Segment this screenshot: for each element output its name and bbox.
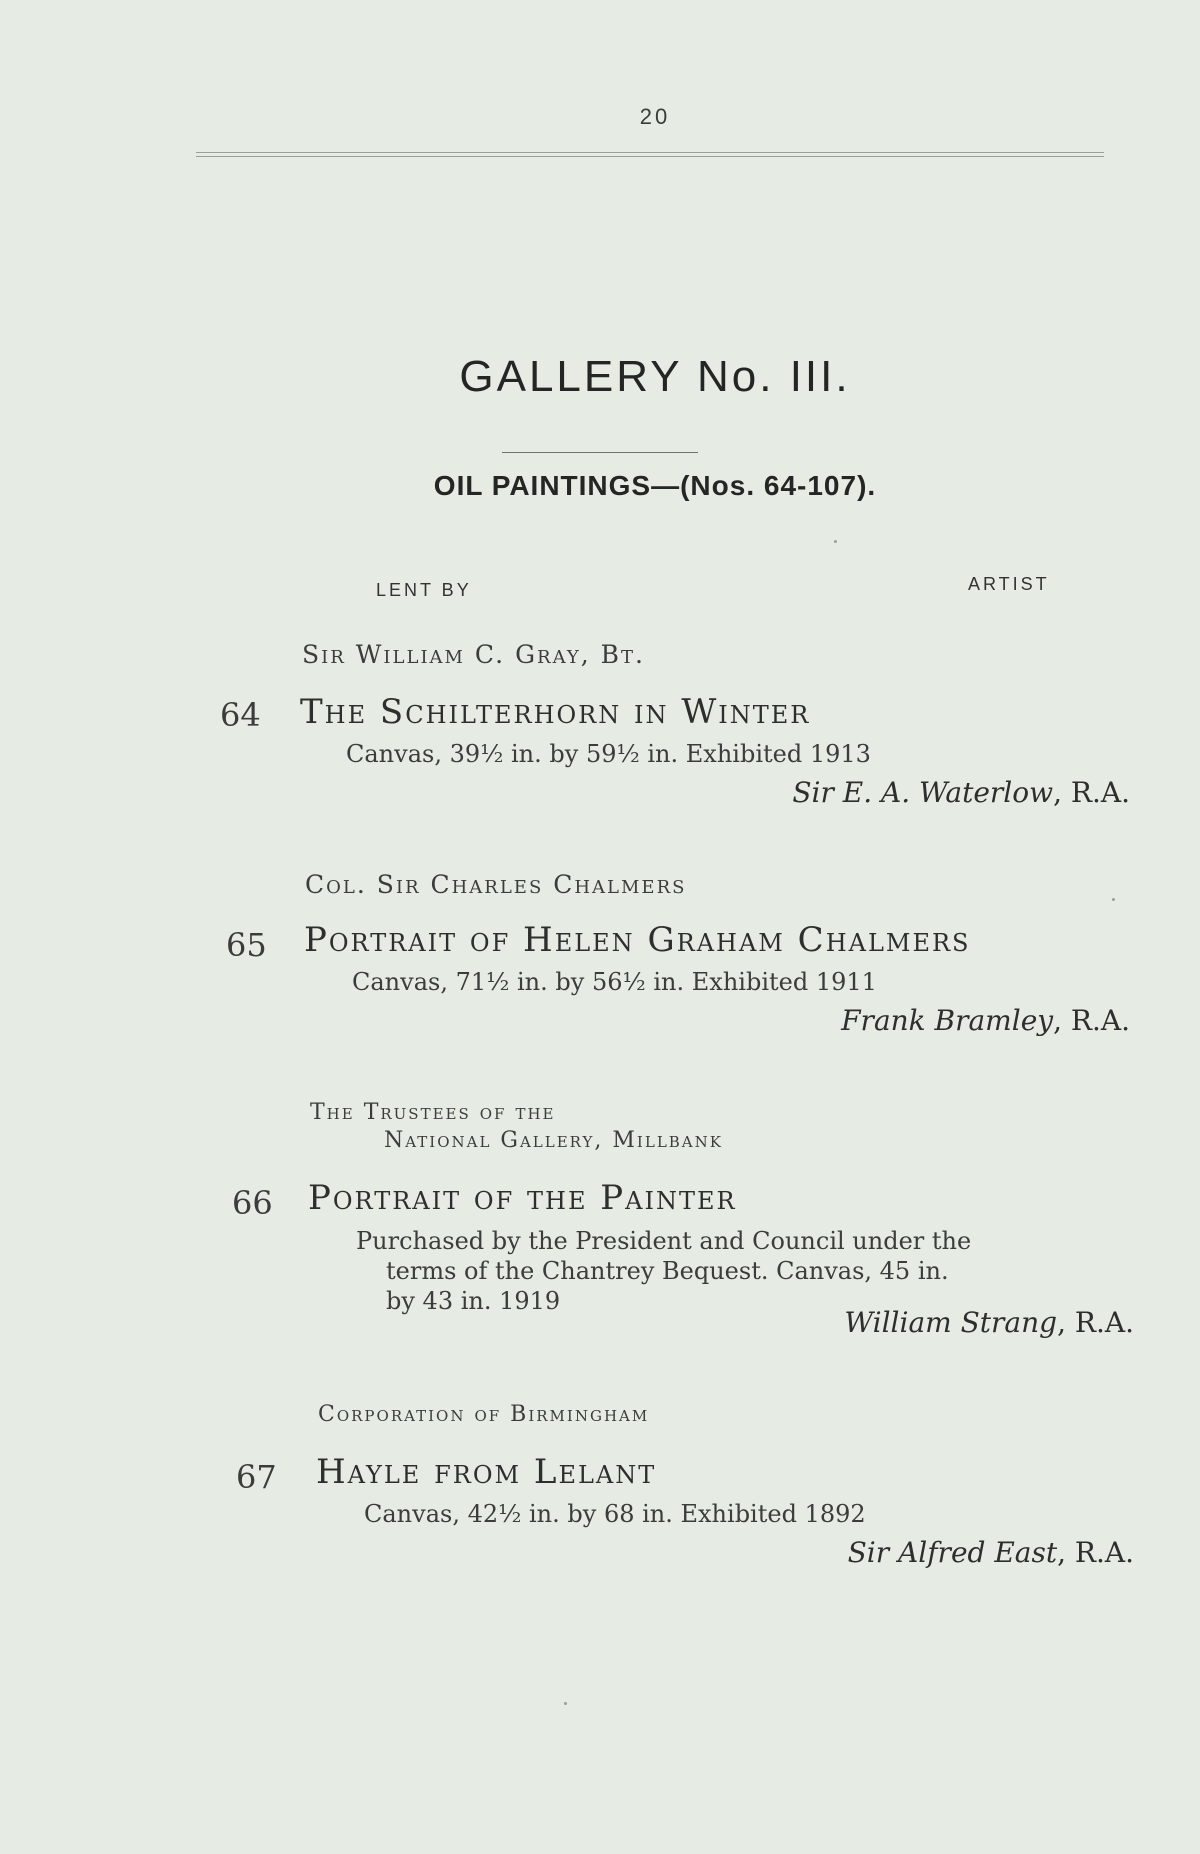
artist-credit — [848, 1536, 1134, 1569]
artist-name: Sir Alfred East — [847, 1536, 1058, 1569]
artist-name: Frank Bramley — [841, 1004, 1054, 1037]
artist-suffix: , R.A. — [1057, 1536, 1134, 1569]
painting-title: Hayle from Lelant — [316, 1452, 657, 1492]
paper-speck — [564, 1702, 567, 1705]
artist-suffix: , R.A. — [1057, 1306, 1134, 1339]
artist-suffix: , R.A. — [1053, 1004, 1130, 1037]
artist-credit — [792, 776, 1130, 809]
lent-by-heading: LENT BY — [376, 580, 472, 600]
artist-credit — [844, 1306, 1134, 1339]
details-line: terms of the Chantrey Bequest. Canvas, 45 in. — [386, 1257, 949, 1285]
artist-credit — [841, 1004, 1130, 1037]
entry-number: 67 — [236, 1458, 277, 1496]
entry-number: 65 — [226, 926, 267, 964]
painting-details: Canvas, 71½ in. by 56½ in. Exhibited 1911 — [352, 968, 877, 996]
artist-name: Sir E. A. Waterlow — [792, 776, 1054, 809]
painting-title: The Schilterhorn in Winter — [300, 692, 811, 732]
title-divider — [502, 452, 698, 453]
page-number: 20 — [639, 104, 671, 129]
paper-speck — [1112, 898, 1115, 901]
artist-suffix: , R.A. — [1053, 776, 1130, 809]
painting-details: Canvas, 39½ in. by 59½ in. Exhibited 1913 — [346, 740, 871, 768]
lender: Corporation of Birmingham — [318, 1402, 650, 1427]
artist-heading: ARTIST — [968, 574, 1050, 594]
painting-title: Portrait of Helen Graham Chalmers — [304, 920, 971, 960]
section-title: OIL PAINTINGS—(Nos. 64-107). — [433, 470, 877, 501]
artist-name: William Strang — [844, 1306, 1058, 1339]
gallery-title: GALLERY No. III. — [459, 352, 851, 401]
details-line: by 43 in. 1919 — [386, 1287, 561, 1315]
lender-line-1: The Trustees of the — [310, 1100, 556, 1125]
paper-speck — [834, 540, 837, 543]
painting-details — [356, 1226, 1016, 1316]
painting-title: Portrait of the Painter — [308, 1178, 737, 1218]
lender-line-2: National Gallery, Millbank — [384, 1128, 723, 1153]
entry-number: 64 — [220, 696, 261, 734]
entry-number: 66 — [232, 1184, 273, 1222]
details-line: Purchased by the President and Council under the — [356, 1227, 972, 1255]
lender: Sir William C. Gray, Bt. — [302, 640, 645, 669]
painting-details: Canvas, 42½ in. by 68 in. Exhibited 1892 — [364, 1500, 866, 1528]
header-rule — [196, 152, 1104, 157]
lender: Col. Sir Charles Chalmers — [305, 870, 687, 899]
